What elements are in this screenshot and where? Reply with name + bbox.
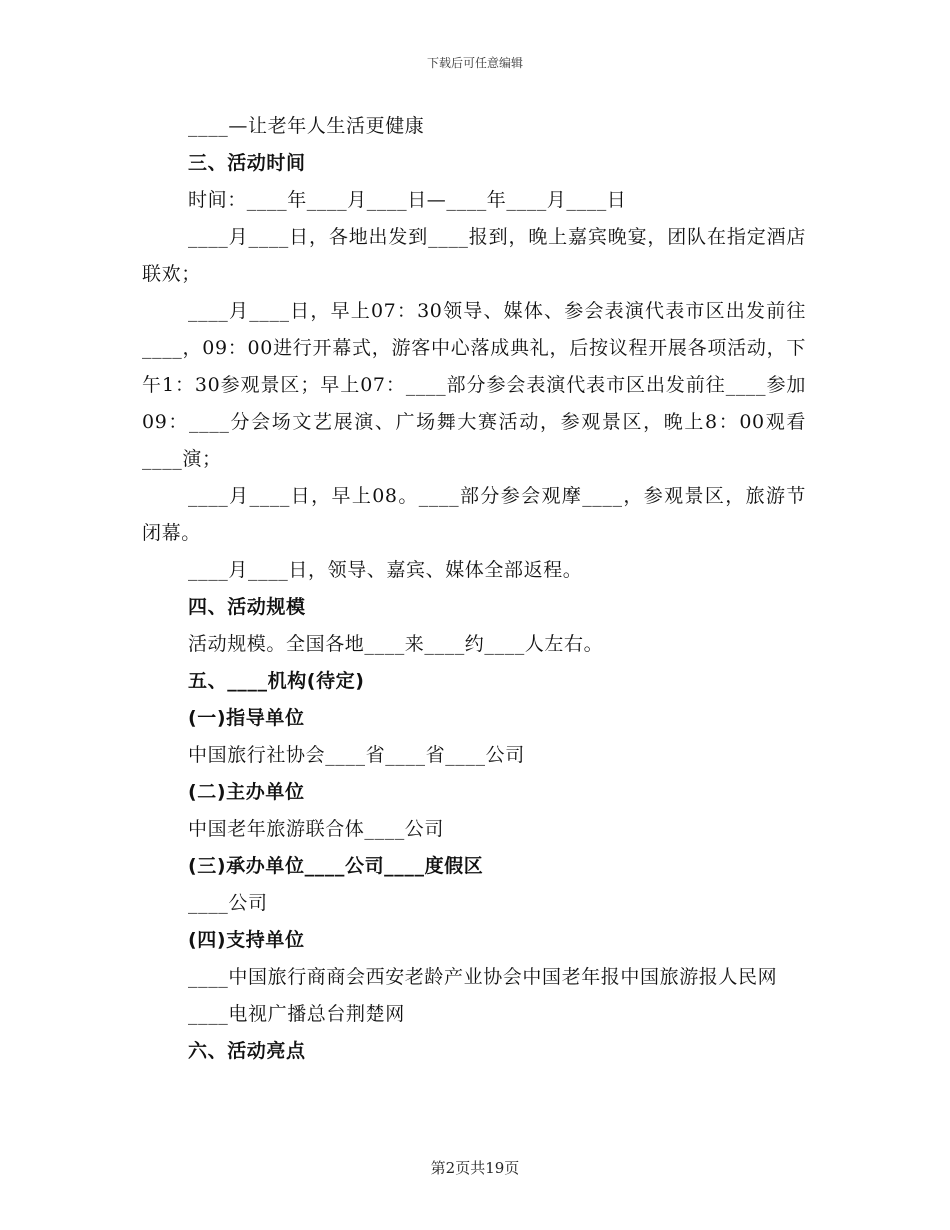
section-heading-highlights: 六、活动亮点 xyxy=(188,1040,306,1062)
paragraph-guiding-unit: 中国旅行社协会____省____省____公司 xyxy=(188,744,525,766)
paragraph-scale: 活动规模。全国各地____来____约____人左右。 xyxy=(188,633,604,655)
paragraph-support-unit-2: ____电视广播总台荆楚网 xyxy=(188,1003,405,1025)
subheading-host-unit: (二)主办单位 xyxy=(188,781,305,803)
section-heading-activity-time: 三、活动时间 xyxy=(188,152,306,174)
paragraph-day-3: ____月____日，早上08。____部分参会观摩____，参观景区，旅游节闭幕。 xyxy=(142,485,806,544)
paragraph-day-4: ____月____日，领导、嘉宾、媒体全部返程。 xyxy=(188,559,583,581)
page-header: 下载后可任意编辑 xyxy=(426,56,523,70)
paragraph-day-1: ____月____日，各地出发到____报到，晚上嘉宾晚宴，团队在指定酒店联欢； xyxy=(142,226,806,285)
section-heading-activity-scale: 四、活动规模 xyxy=(188,596,306,618)
page-footer: 第2页共19页 xyxy=(430,1159,520,1177)
document-body xyxy=(142,108,806,1070)
paragraph-slogan: ____—让老年人生活更健康 xyxy=(188,115,425,137)
subheading-organizer-unit: (三)承办单位____公司____度假区 xyxy=(188,855,484,877)
paragraph-support-unit-1: ____中国旅行商商会西安老龄产业协会中国老年报中国旅游报人民网 xyxy=(188,966,778,988)
paragraph-time-range: 时间：____年____月____日—____年____月____日 xyxy=(188,189,627,211)
subheading-guiding-unit: (一)指导单位 xyxy=(188,707,305,729)
paragraph-organizer-unit: ____公司 xyxy=(188,892,268,914)
paragraph-day-2: ____月____日，早上07：30领导、媒体、参会表演代表市区出发前往____，09：00进行开幕式，游客中心落成典礼，后按议程开展各项活动，下午1：30参观景区；早上07：____部分参会表演代表市区出发前往____参加09：____分会场文艺展演、广场舞大赛活动，参观景区，晚上8：00观看____演； xyxy=(142,300,806,470)
paragraph-host-unit: 中国老年旅游联合体____公司 xyxy=(188,818,445,840)
section-heading-organization: 五、____机构(待定) xyxy=(188,670,365,692)
subheading-support-unit: (四)支持单位 xyxy=(188,929,305,951)
